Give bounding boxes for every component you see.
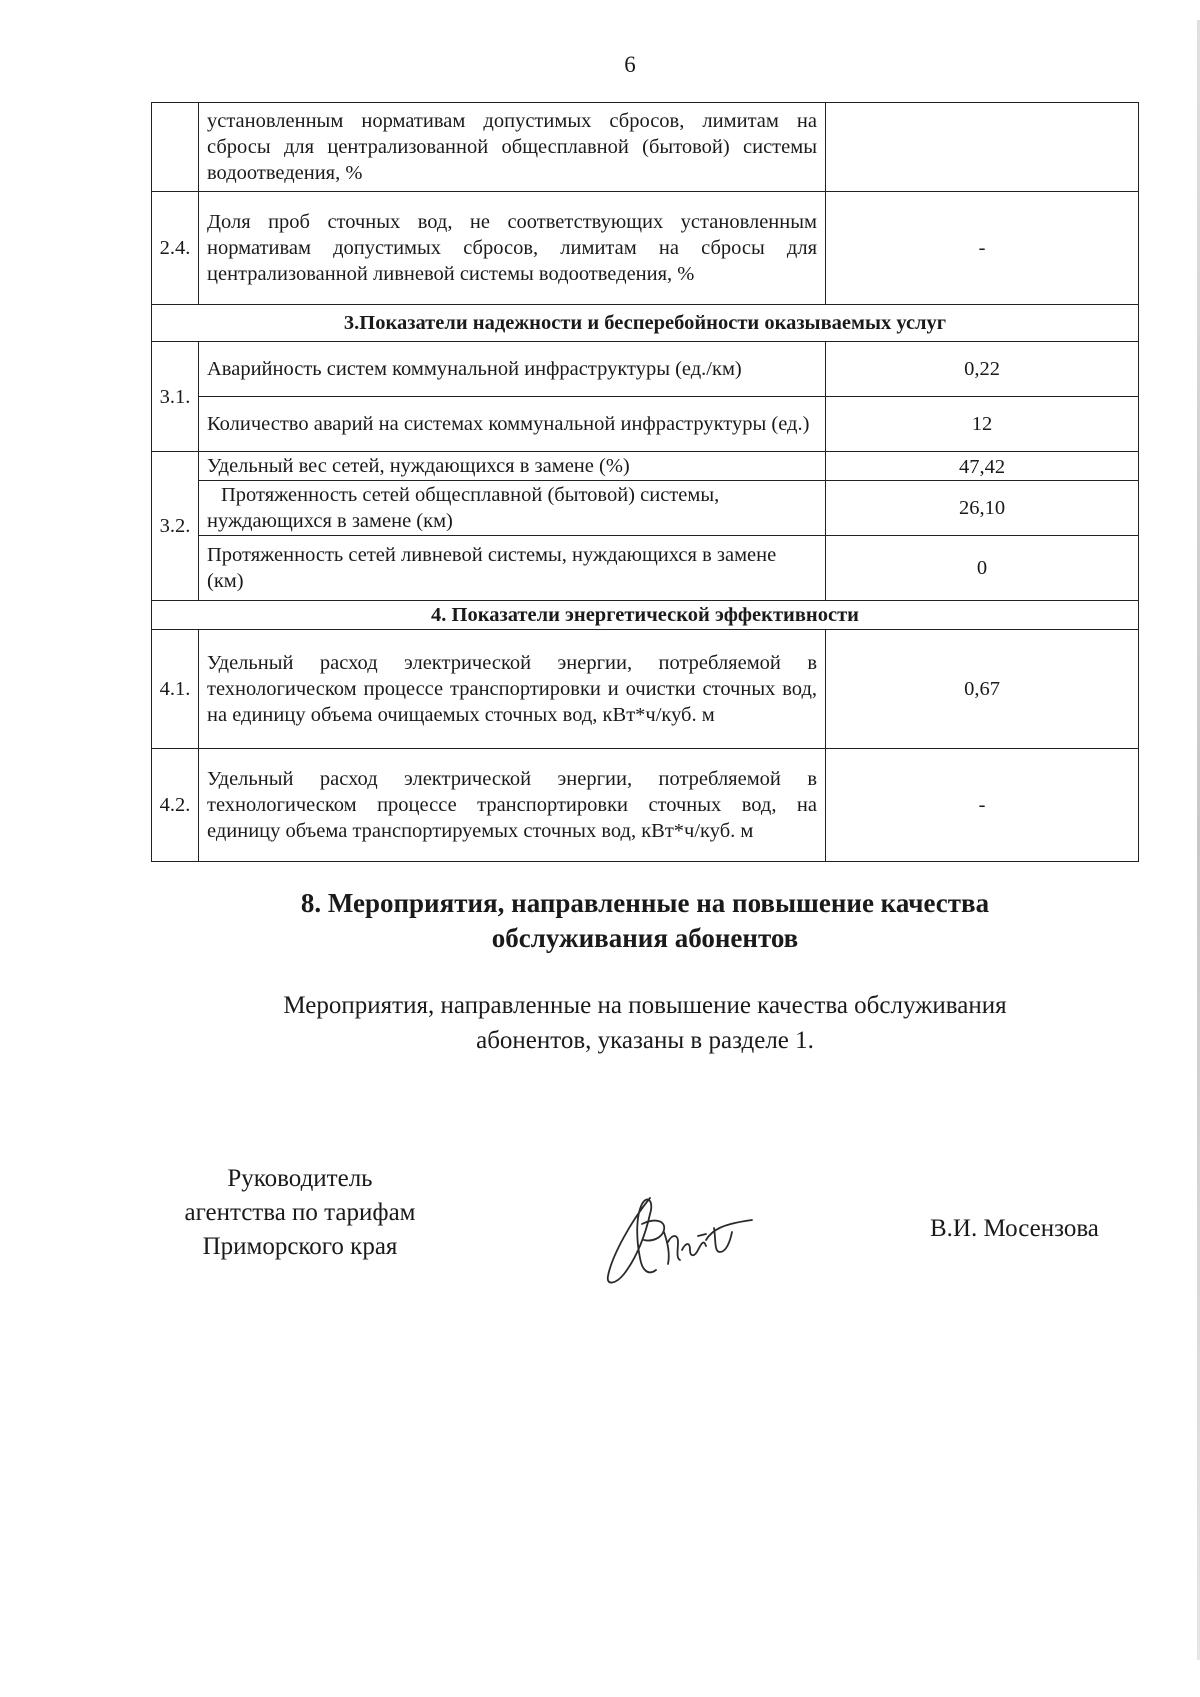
indicator-value: 0,67	[826, 630, 1139, 749]
section-8-title-line: 8. Мероприятия, направленные на повышение качества	[300, 888, 990, 918]
table-row	[152, 397, 1139, 452]
indicator-description: Протяженность сетей ливневой системы, нуждающихся в замене (км)	[199, 536, 826, 601]
signer-name: В.И. Мосензова	[930, 1215, 1099, 1242]
table-row	[152, 481, 1139, 536]
signer-position	[140, 1162, 460, 1264]
indicator-description: установленным нормативам допустимых сбросов, лимитам на сбросы для централизованной общесплавной (бытовой) системы водоотведения, %	[199, 103, 826, 192]
indicator-value: 0,22	[826, 342, 1139, 397]
indicator-value: 47,42	[826, 452, 1139, 481]
indicator-value: 12	[826, 397, 1139, 452]
indicator-description: Доля проб сточных вод, не соответствующих установленным нормативам допустимых сбросов, лимитам на сбросы для централизованной ливневой системы водоотведения, %	[199, 192, 826, 305]
table-row	[152, 103, 1139, 192]
section-8-title	[0, 886, 1200, 956]
section-8-body-line: абонентов, указаны в разделе 1.	[476, 1027, 814, 1054]
row-number	[152, 103, 199, 192]
table-row	[152, 192, 1139, 305]
indicator-description: Протяженность сетей общесплавной (бытовой) системы, нуждающихся в замене (км)	[199, 481, 826, 536]
indicator-value: -	[826, 749, 1139, 862]
indicator-description: Аварийность систем коммунальной инфраструктуры (ед./км)	[199, 342, 826, 397]
row-number: 3.2.	[152, 452, 199, 601]
table-row	[152, 630, 1139, 749]
table-row	[152, 749, 1139, 862]
page-number: 6	[624, 52, 636, 77]
indicator-description: Удельный вес сетей, нуждающихся в замене (%)	[199, 452, 826, 481]
indicator-value: 26,10	[826, 481, 1139, 536]
section-header-row	[152, 305, 1139, 342]
row-number: 4.2.	[152, 749, 199, 862]
section-header-row	[152, 601, 1139, 630]
table-row	[152, 342, 1139, 397]
indicator-description: Удельный расход электрической энергии, потребляемой в технологическом процессе транспортировки и очистки сточных вод, на единицу объема очищаемых сточных вод, кВт*ч/куб. м	[199, 630, 826, 749]
indicator-value	[826, 103, 1139, 192]
section-4-heading: 4. Показатели энергетической эффективности	[152, 601, 1139, 630]
signer-position-line: Приморского края	[202, 1233, 398, 1260]
section-8-body-line: Мероприятия, направленные на повышение качества обслуживания	[283, 992, 1007, 1019]
section-8-title-line: обслуживания абонентов	[491, 923, 799, 953]
row-number: 3.1.	[152, 342, 199, 452]
indicator-value: -	[826, 192, 1139, 305]
section-8-body	[0, 988, 1200, 1058]
signer-position-line: Руководитель	[227, 1165, 373, 1192]
table-row	[152, 536, 1139, 601]
row-number: 2.4.	[152, 192, 199, 305]
signer-position-line: агентства по тарифам	[184, 1199, 416, 1226]
section-3-heading: 3.Показатели надежности и бесперебойности оказываемых услуг	[152, 305, 1139, 342]
table-row	[152, 452, 1139, 481]
handwritten-signature	[602, 1180, 772, 1290]
indicator-description: Удельный расход электрической энергии, потребляемой в технологическом процессе транспортировки сточных вод, на единицу объема транспортируемых сточных вод, кВт*ч/куб. м	[199, 749, 826, 862]
indicators-table	[151, 102, 1139, 862]
indicator-value: 0	[826, 536, 1139, 601]
row-number: 4.1.	[152, 630, 199, 749]
indicator-description: Количество аварий на системах коммунальной инфраструктуры (ед.)	[199, 397, 826, 452]
